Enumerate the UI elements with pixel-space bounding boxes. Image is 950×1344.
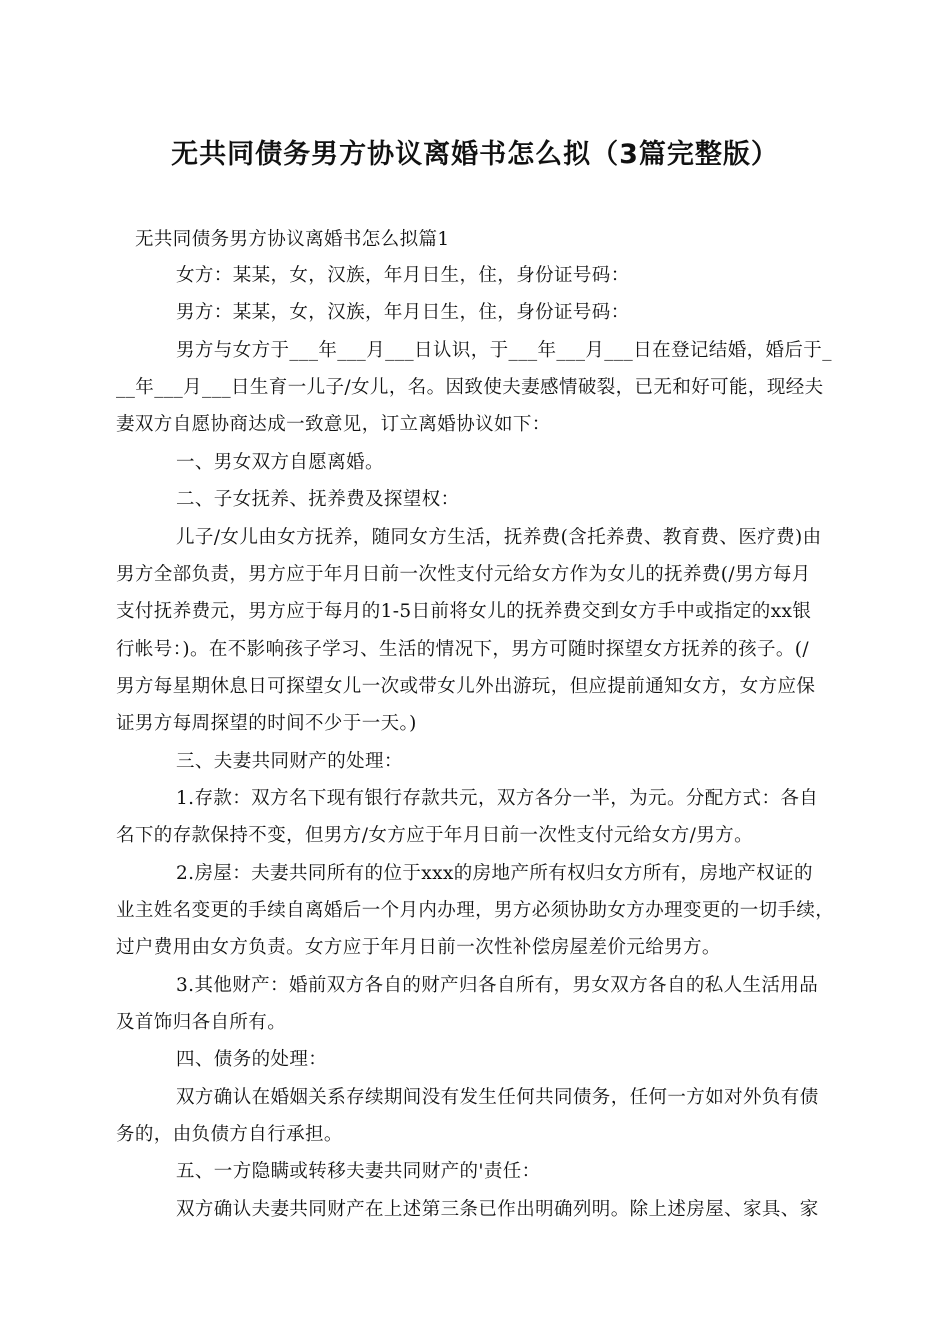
paragraph-line: 支付抚养费元，男方应于每月的1-5日前将女儿的抚养费交到女方手中或指定的xx银 — [116, 601, 812, 622]
paragraph-line: 双方确认夫妻共同财产在上述第三条已作出明确列明。除上述房屋、家具、家 — [176, 1199, 819, 1220]
paragraph-line: 证男方每周探望的时间不少于一天。) — [116, 713, 417, 734]
paragraph-line: 儿子/女儿由女方抚养，随同女方生活，抚养费(含托养费、教育费、医疗费)由 — [176, 527, 822, 548]
paragraph-line: 男方全部负责，男方应于年月日前一次性支付元给女方作为女儿的抚养费(/男方每月 — [116, 564, 811, 585]
paragraph-line: 行帐号：)。在不影响孩子学习、生活的情况下，男方可随时探望女方抚养的孩子。(/ — [116, 639, 810, 660]
paragraph-line: 男方与女方于___年___月___日认识，于___年___月___日在登记结婚，婚后于_ — [176, 340, 832, 361]
paragraph-line: __年___月___日生育一儿子/女儿，名。因致使夫妻感情破裂，已无和好可能，现经夫 — [116, 377, 824, 398]
paragraph-line: 女方：某某，女，汉族，年月日生，住，身份证号码： — [176, 265, 630, 286]
paragraph-line: 三、夫妻共同财产的处理： — [176, 751, 403, 772]
paragraph-line: 一、男女双方自愿离婚。 — [176, 452, 384, 473]
section-heading: 无共同债务男方协议离婚书怎么拟篇1 — [135, 229, 450, 250]
paragraph-line: 妻双方自愿协商达成一致意见，订立离婚协议如下： — [116, 414, 551, 435]
paragraph-line: 二、子女抚养、抚养费及探望权： — [176, 489, 460, 510]
paragraph-line: 业主姓名变更的手续自离婚后一个月内办理，男方必须协助女方办理变更的一切手续， — [116, 900, 835, 921]
paragraph-line: 名下的存款保持不变，但男方/女方应于年月日前一次性支付元给女方/男方。 — [116, 825, 753, 846]
paragraph-line: 双方确认在婚姻关系存续期间没有发生任何共同债务，任何一方如对外负有债 — [176, 1087, 819, 1108]
paragraph-line: 过户费用由女方负责。女方应于年月日前一次性补偿房屋差价元给男方。 — [116, 937, 721, 958]
paragraph-line: 3.其他财产：婚前双方各自的财产归各自所有，男女双方各自的私人生活用品 — [176, 975, 819, 996]
document-title: 无共同债务男方协议离婚书怎么拟（3篇完整版） — [171, 139, 779, 170]
paragraph-line: 男方：某某，女，汉族，年月日生，住，身份证号码： — [176, 302, 630, 323]
paragraph-line: 1.存款：双方名下现有银行存款共元，双方各分一半，为元。分配方式：各自 — [176, 788, 819, 809]
paragraph-line: 五、一方隐瞒或转移夫妻共同财产的'责任： — [176, 1161, 541, 1182]
paragraph-line: 男方每星期休息日可探望女儿一次或带女儿外出游玩，但应提前通知女方，女方应保 — [116, 676, 816, 697]
paragraph-line: 及首饰归各自所有。 — [116, 1012, 287, 1033]
paragraph-line: 务的，由负债方自行承担。 — [116, 1124, 343, 1145]
paragraph-line: 2.房屋：夫妻共同所有的位于xxx的房地产所有权归女方所有，房地产权证的 — [176, 863, 813, 884]
paragraph-line: 四、债务的处理： — [176, 1049, 328, 1070]
